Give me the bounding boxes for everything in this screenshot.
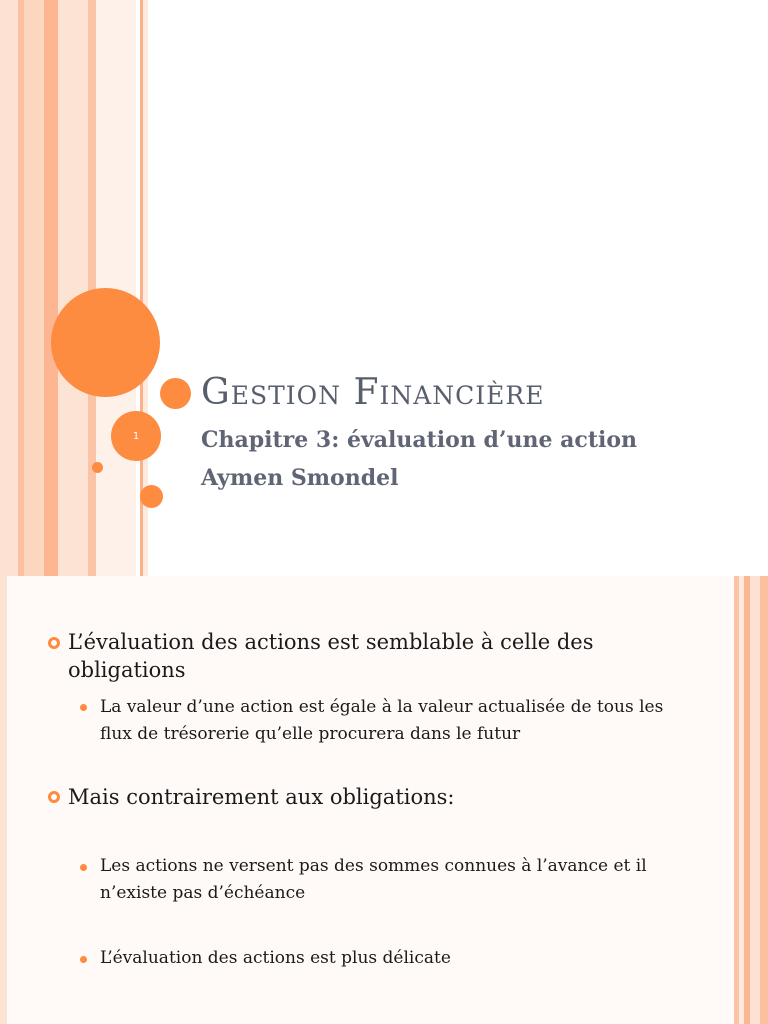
bullet-ring-icon [48, 791, 60, 803]
decorative-stripe [750, 576, 760, 1024]
decorative-circle-medium [160, 378, 191, 409]
bullet-level2: Les actions ne versent pas des sommes connues à l’avance et il n’existe pas d’échéance [100, 856, 647, 903]
decorative-circle-small [140, 485, 163, 508]
presentation-title: Gestion Financière [201, 372, 545, 413]
decorative-stripe [0, 576, 7, 1024]
decorative-stripe [24, 0, 44, 576]
bullet-level2: La valeur d’une action est égale à la valeur actualisée de tous les flux de trésorerie qu’elle procurera dans le futur [100, 697, 664, 744]
decorative-circle-tiny [92, 462, 103, 473]
bullet-ring-icon [48, 637, 60, 649]
bullet-level2: L’évaluation des actions est plus délicate [100, 948, 451, 968]
bullet-dot-icon [80, 864, 87, 871]
decorative-stripe [44, 0, 58, 576]
bullet-dot-icon [80, 956, 87, 963]
chapter-subtitle: Chapitre 3: évaluation d’une action [201, 427, 638, 453]
bullet-dot-icon [80, 704, 87, 711]
author-name: Aymen Smondel [201, 465, 399, 491]
bullet-level1: Mais contrairement aux obligations: [68, 785, 455, 809]
bullet-level1: L’évaluation des actions est semblable à celle des obligations [68, 630, 594, 682]
decorative-stripe [760, 576, 768, 1024]
slide-number-badge: 1 [111, 411, 161, 461]
decorative-stripe [58, 0, 88, 576]
decorative-stripe [0, 0, 18, 576]
content-slide [0, 576, 768, 1024]
decorative-circle-large [51, 288, 160, 397]
